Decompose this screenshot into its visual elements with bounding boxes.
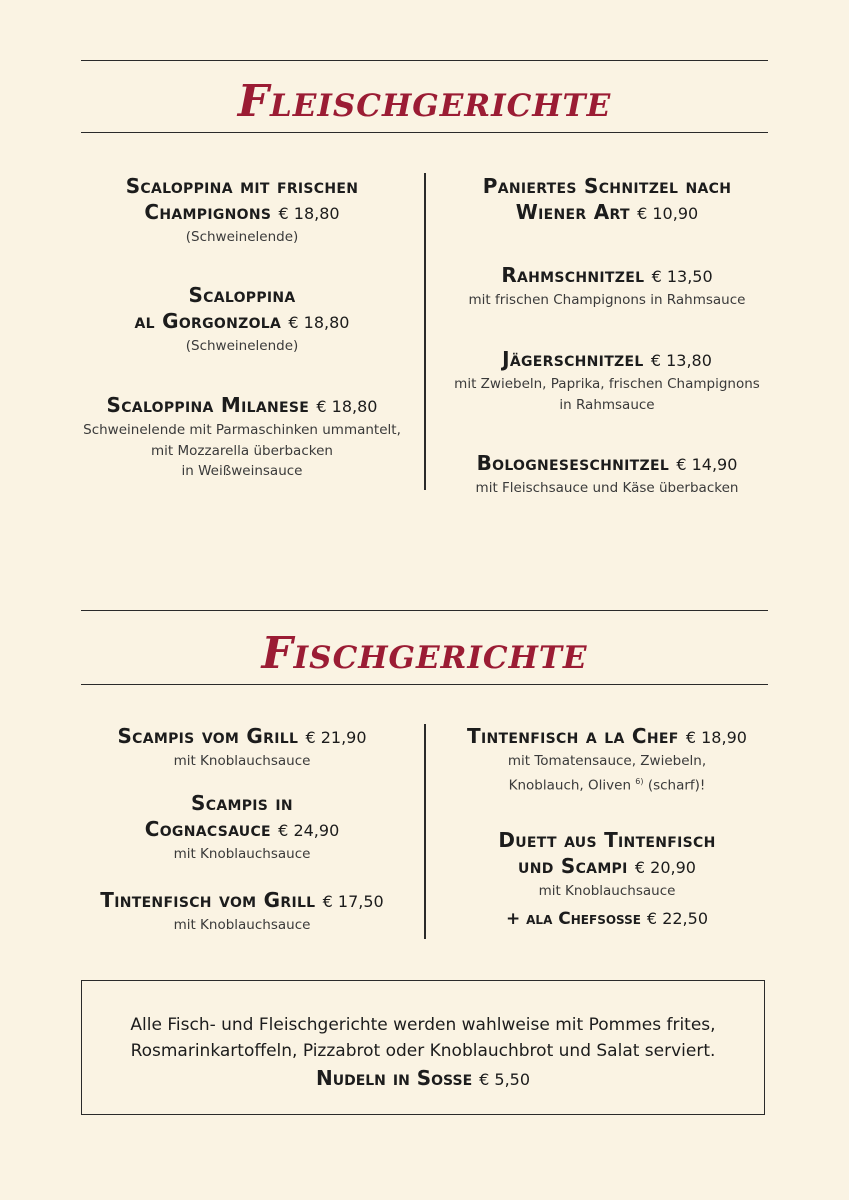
dish-scaloppina-milanese — [72, 392, 412, 482]
side-dishes-note — [81, 980, 765, 1115]
dish-name: Paniertes Schnitzel nach Wiener Art — [482, 174, 732, 224]
pasta-price: € 5,50 — [479, 1070, 531, 1089]
meat-top-rule — [81, 60, 768, 61]
fish-section-title: Fischgerichte — [261, 628, 588, 679]
fish-column-divider — [424, 724, 426, 939]
dish-description-line: mit Zwiebeln, Paprika, frischen Champignons — [454, 376, 760, 392]
dish-description: mit Fleischsauce und Käse überbacken — [475, 480, 739, 496]
fish-bottom-rule — [81, 684, 768, 685]
dish-description-part: Knoblauch, Oliven — [508, 777, 631, 793]
dish-bologneseschnitzel — [437, 450, 777, 499]
dish-tintenfisch-chef — [437, 723, 777, 796]
meat-right-column — [437, 173, 777, 227]
dish-name: Duett aus Tintenfisch und Scampi — [498, 828, 716, 878]
dish-name: Rahmschnitzel — [501, 263, 645, 287]
dish-description: (Schweinelende) — [185, 338, 299, 354]
dish-price: € 18,80 — [316, 397, 378, 416]
dish-price: € 13,50 — [651, 267, 713, 286]
extra-option-price: € 22,50 — [646, 908, 708, 928]
dish-name: Jägerschnitzel — [502, 347, 644, 371]
fish-left-column-3 — [72, 887, 412, 936]
dish-price: € 18,80 — [278, 204, 340, 223]
dish-name: Scaloppina Milanese — [106, 393, 310, 417]
dish-price: € 20,90 — [634, 858, 696, 877]
dish-rahmschnitzel — [437, 262, 777, 311]
meat-left-column — [72, 173, 412, 248]
dish-description-line: mit Tomatensauce, Zwiebeln, — [507, 753, 707, 769]
dish-description: mit Knoblauchsauce — [538, 883, 676, 899]
dish-description-line — [437, 772, 777, 796]
dish-description: (Schweinelende) — [185, 229, 299, 245]
pasta-name: Nudeln in Sosse — [315, 1066, 473, 1090]
dish-name: Scampis in Cognacsauce — [144, 791, 293, 841]
dish-description: mit Knoblauchsauce — [173, 846, 311, 862]
note-line-2: Rosmarinkartoffeln, Pizzabrot oder Knoblauchbrot und Salat serviert. — [130, 1041, 716, 1061]
meat-column-divider — [424, 173, 426, 490]
dish-price: € 14,90 — [676, 455, 738, 474]
meat-bottom-rule — [81, 132, 768, 133]
dish-price: € 13,80 — [650, 351, 712, 370]
dish-scampis-cognac — [72, 790, 412, 865]
dish-scaloppina-champignons — [72, 173, 412, 248]
meat-left-column-2 — [72, 282, 412, 357]
dish-name: Tintenfisch a la Chef — [467, 724, 679, 748]
note-line-1: Alle Fisch- und Fleischgerichte werden wahlweise mit Pommes frites, — [130, 1015, 716, 1035]
meat-section-title: Fleischgerichte — [237, 76, 612, 127]
meat-right-column-4 — [437, 450, 777, 499]
dish-name: Scaloppina al Gorgonzola — [134, 283, 296, 333]
meat-right-column-2 — [437, 262, 777, 311]
dish-price: € 10,90 — [637, 204, 699, 223]
extra-option-name: + ala Chefsosse — [505, 908, 641, 929]
dish-tintenfisch-grill — [72, 887, 412, 936]
dish-name: Scaloppina mit frischen Champignons — [125, 174, 359, 224]
dish-description: mit frischen Champignons in Rahmsauce — [468, 292, 746, 308]
dish-name: Tintenfisch vom Grill — [100, 888, 316, 912]
footnote-marker: 6) — [635, 776, 644, 786]
dish-name: Scampis vom Grill — [117, 724, 299, 748]
dish-description: mit Knoblauchsauce — [173, 753, 311, 769]
dish-price: € 24,90 — [278, 821, 340, 840]
dish-scaloppina-gorgonzola — [72, 282, 412, 357]
meat-right-column-3 — [437, 346, 777, 415]
fish-top-rule — [81, 610, 768, 611]
fish-left-column-2 — [72, 790, 412, 865]
dish-price: € 18,90 — [685, 728, 747, 747]
dish-price: € 18,80 — [288, 313, 350, 332]
pasta-offer — [82, 1064, 764, 1094]
dish-extra-option — [437, 906, 777, 932]
fish-left-column — [72, 723, 412, 772]
fish-right-column-2 — [437, 827, 777, 932]
dish-duett — [437, 827, 777, 932]
dish-price: € 17,50 — [322, 892, 384, 911]
dish-description-line: in Rahmsauce — [559, 396, 655, 413]
meat-left-column-3 — [72, 392, 412, 482]
dish-wiener-schnitzel — [437, 173, 777, 227]
dish-description-line: mit Mozzarella überbacken — [151, 442, 333, 459]
dish-jaegerschnitzel — [437, 346, 777, 415]
dish-name: Bologneseschnitzel — [476, 451, 670, 475]
dish-description-part: (scharf)! — [647, 777, 706, 793]
dish-description-line: in Weißweinsauce — [181, 463, 303, 479]
fish-right-column — [437, 723, 777, 796]
dish-description-line: Schweinelende mit Parmaschinken ummantelt, — [83, 422, 401, 438]
dish-description: mit Knoblauchsauce — [173, 917, 311, 933]
dish-scampis-grill — [72, 723, 412, 772]
dish-price: € 21,90 — [305, 728, 367, 747]
